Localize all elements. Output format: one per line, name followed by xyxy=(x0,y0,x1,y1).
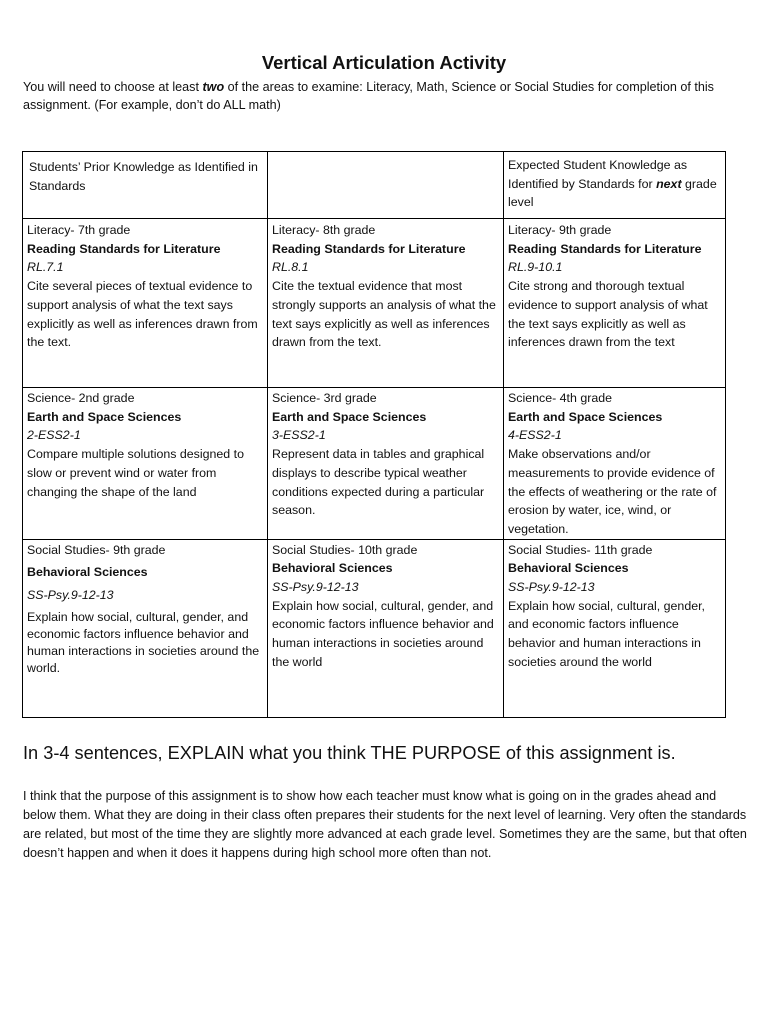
cell-description: Cite strong and thorough textual evidence to support analysis of what the text says explicitly as well as inferences drawn from the text xyxy=(508,279,708,350)
cell-standard-code: 2-ESS2-1 xyxy=(27,428,81,443)
document-title: Vertical Articulation Activity xyxy=(261,52,507,73)
table-cell xyxy=(268,219,504,388)
cell-grade: Literacy- 8th grade xyxy=(272,223,376,237)
intro-emphasis: two xyxy=(202,80,225,94)
table-cell xyxy=(268,388,504,540)
cell-standard-code: SS-Psy.9-12-13 xyxy=(508,580,595,595)
table-header-row xyxy=(23,152,726,219)
cell-grade: Science- 3rd grade xyxy=(272,391,377,405)
header-current xyxy=(268,152,504,219)
table-row-science xyxy=(23,388,726,540)
cell-standard-code: RL.7.1 xyxy=(27,260,64,275)
cell-grade: Social Studies- 9th grade xyxy=(27,542,166,557)
cell-subject: Earth and Space Sciences xyxy=(27,409,182,424)
cell-description: Cite the textual evidence that most strongly supports an analysis of what the text says explicitly as well as inferences drawn from the text. xyxy=(272,279,496,350)
cell-standard-code: RL.8.1 xyxy=(272,260,309,275)
cell-grade: Literacy- 7th grade xyxy=(27,223,131,237)
cell-grade: Science- 2nd grade xyxy=(27,391,135,405)
cell-subject: Behavioral Sciences xyxy=(272,561,393,576)
cell-subject: Reading Standards for Literature xyxy=(27,241,221,256)
cell-standard-code: RL.9-10.1 xyxy=(508,260,563,275)
cell-description: Explain how social, cultural, gender, and economic factors influence behavior and human interactions in societies around the world xyxy=(272,598,494,669)
table-cell xyxy=(504,539,726,717)
cell-description: Explain how social, cultural, gender, and economic factors influence behavior and human interactions in societies around the world xyxy=(508,598,705,669)
table-cell xyxy=(504,388,726,540)
cell-grade: Social Studies- 10th grade xyxy=(272,542,418,557)
cell-grade: Science- 4th grade xyxy=(508,391,613,405)
table-cell xyxy=(23,388,268,540)
table-row-social-studies xyxy=(23,539,726,717)
cell-description: Represent data in tables and graphical displays to describe typical weather conditions expected during a particular season. xyxy=(272,447,485,518)
intro-paragraph xyxy=(23,78,753,114)
cell-description: Make observations and/or measurements to provide evidence of the effects of weathering or the rate of erosion by water, ice, wind, or vegetation. xyxy=(508,447,717,536)
cell-standard-code: 4-ESS2-1 xyxy=(508,428,562,443)
standards-table xyxy=(22,151,726,718)
cell-description: Cite several pieces of textual evidence to support analysis of what the text says explicitly as well as inferences drawn from the text. xyxy=(27,279,258,350)
cell-grade: Social Studies- 11th grade xyxy=(508,542,653,557)
header-expected-tail: grade level xyxy=(508,176,717,210)
table-cell xyxy=(23,539,268,717)
cell-subject: Earth and Space Sciences xyxy=(272,409,427,424)
cell-subject: Behavioral Sciences xyxy=(508,561,629,576)
cell-standard-code: SS-Psy.9-12-13 xyxy=(272,580,359,595)
answer-paragraph: I think that the purpose of this assignment is to show how each teacher must know what is going on in the grades ahead and below them. What they are doing in their class often prepares their students for the next level of learning. Very often the standards are related, but most of the time they are slightly more advanced at each grade level. Sometimes they are the same, but that often doesn’t happen and when it does it happens during high school more often than not. xyxy=(23,789,747,860)
table-cell xyxy=(268,539,504,717)
cell-grade: Literacy- 9th grade xyxy=(508,223,612,237)
cell-subject: Reading Standards for Literature xyxy=(508,241,702,256)
cell-subject: Behavioral Sciences xyxy=(27,565,148,580)
intro-text-end: of the areas to examine: Literacy, Math, Science or Social Studies for completion of this assignment. (For example, don’t do ALL math) xyxy=(23,80,714,112)
header-expected-knowledge xyxy=(504,152,726,219)
table-cell xyxy=(23,219,268,388)
purpose-question: In 3-4 sentences, EXPLAIN what you think THE PURPOSE of this assignment is. xyxy=(23,743,676,763)
cell-standard-code: SS-Psy.9-12-13 xyxy=(27,588,114,603)
cell-subject: Earth and Space Sciences xyxy=(508,409,663,424)
table-cell xyxy=(504,219,726,388)
cell-standard-code: 3-ESS2-1 xyxy=(272,428,326,443)
intro-text-start: You will need to choose at least xyxy=(23,80,203,94)
table-row-literacy xyxy=(23,219,726,388)
cell-description: Explain how social, cultural, gender, and economic factors influence behavior and human interactions in societies around the world. xyxy=(27,609,260,675)
header-prior-knowledge: Students’ Prior Knowledge as Identified in Standards xyxy=(23,152,268,219)
cell-description: Compare multiple solutions designed to slow or prevent wind or water from changing the shape of the land xyxy=(27,447,244,499)
cell-subject: Reading Standards for Literature xyxy=(272,241,466,256)
header-expected-text: Expected Student Knowledge as Identified by Standards for xyxy=(508,158,688,191)
header-next-emphasis: next xyxy=(656,176,682,191)
